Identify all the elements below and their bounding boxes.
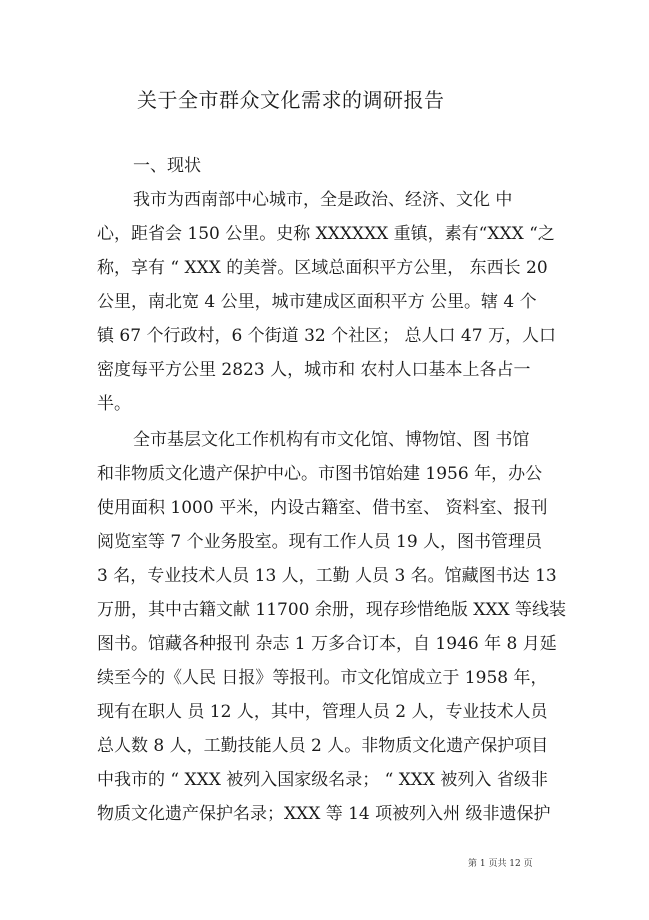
paragraph-line: 全市基层文化工作机构有市文化馆、博物馆、图 书馆 [133,430,530,450]
page-number: 第 1 页共 12 页 [468,859,533,869]
paragraph-line: 中我市的 “ XXX 被列入国家级名录； “ XXX 被列入 省级非 [97,770,548,790]
paragraph-line: 心，距省会 150 公里。史称 XXXXXX 重镇，素有“XXX “之 [97,224,555,244]
paragraph-line: 称，享有 “ XXX 的美誉。区域总面积平方公里， 东西长 20 [97,258,548,278]
paragraph-line: 万册，其中古籍文献 11700 余册，现存珍惜绝版 XXX 等线装 [97,600,567,620]
paragraph-line: 镇 67 个行政村，6 个街道 32 个社区； 总人口 47 万，人口 [97,326,556,346]
paragraph-line: 使用面积 1000 平米，内设古籍室、借书室、 资料室、报刊 [97,498,548,518]
paragraph-line: 现有在职人 员 12 人，其中，管理人员 2 人，专业技术人员 [97,702,548,722]
paragraph-line: 阅览室等 7 个业务股室。现有工作人员 19 人，图书管理员 [97,532,543,552]
paragraph-line: 总人数 8 人，工勤技能人员 2 人。非物质文化遗产保护项目 [97,736,549,756]
paragraph-line: 物质文化遗产保护名录；XXX 等 14 项被列入州 级非遗保护 [97,804,551,824]
paragraph-line: 半。 [97,394,131,414]
paragraph-line: 密度每平方公里 2823 人，城市和 农村人口基本上各占一 [97,360,531,380]
paragraph-line: 3 名，专业技术人员 13 人，工勤 人员 3 名。馆藏图书达 13 [97,566,557,586]
paragraph-line: 图书。馆藏各种报刊 杂志 1 万多合订本，自 1946 年 8 月延 [97,634,557,654]
paragraph-line: 我市为西南部中心城市，全是政治、经济、文化 中 [133,190,513,210]
report-title: 关于全市群众文化需求的调研报告 [137,88,445,112]
paragraph-line: 续至今的《人民 日报》等报刊。市文化馆成立于 1958 年， [97,668,548,688]
paragraph-line: 和非物质文化遗产保护中心。市图书馆始建 1956 年，办公 [97,464,543,484]
section-heading: 一、现状 [133,156,201,176]
paragraph-line: 公里，南北宽 4 公里，城市建成区面积平方 公里。辖 4 个 [97,292,537,312]
